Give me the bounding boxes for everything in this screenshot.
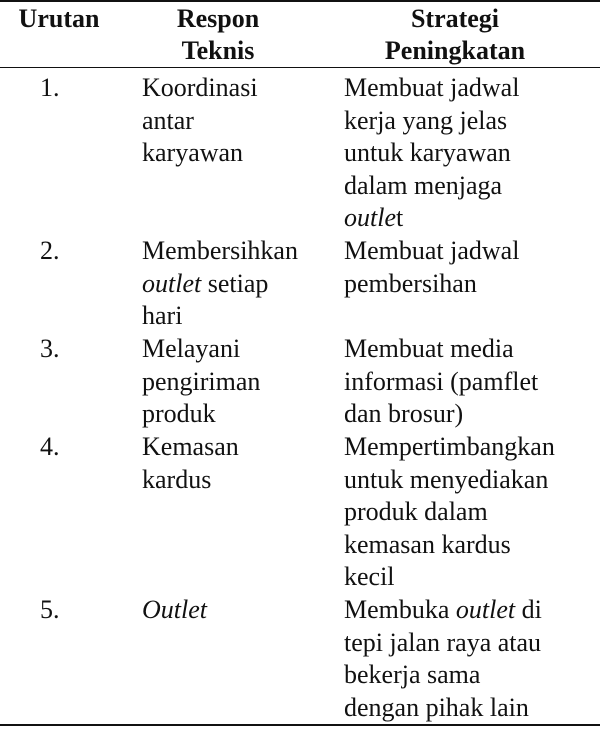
row-2-respon-italic: outlet	[142, 268, 202, 298]
row-5-strategi-prefix: Membuka	[344, 595, 456, 624]
header-strategi-peningkatan: Strategi Peningkatan	[384, 4, 526, 65]
row-2-respon-prefix: Membersihkan	[142, 236, 298, 265]
table-top-rule	[0, 0, 600, 2]
row-2-respon	[142, 235, 342, 333]
row-1-respon: Koordinasi antar karyawan	[142, 73, 258, 167]
row-1-number: 1.	[40, 73, 60, 102]
row-5-strategi-suffix: di tepi jalan raya atau bekerja sama dengan pihak lain	[344, 595, 542, 722]
row-3-strategi: Membuat media informasi (pamflet dan brosur)	[344, 334, 539, 428]
header-rule	[0, 67, 600, 68]
row-1-strategi-suffix: t	[396, 203, 404, 232]
header-urutan: Urutan	[18, 4, 100, 33]
row-2-number: 2.	[40, 236, 60, 265]
row-5-respon	[142, 594, 342, 627]
row-5-strategi-italic: outlet	[455, 595, 516, 624]
row-4-strategi: Mempertimbangkan untuk menyediakan produk dalam kemasan kardus kecil	[344, 432, 555, 591]
row-2-respon-suffix: setiap hari	[142, 268, 269, 330]
table-bottom-rule	[0, 724, 600, 726]
row-2-strategi: Membuat jadwal pembersihan	[344, 236, 520, 298]
row-1-strategi-italic: outle	[344, 203, 396, 232]
row-5-strategi	[344, 594, 600, 724]
row-4-respon: Kemasan kardus	[142, 432, 239, 494]
header-respon-teknis: Respon Teknis	[176, 4, 260, 65]
row-1-strategi	[344, 72, 600, 235]
row-3-number: 3.	[40, 334, 60, 363]
row-5-number: 5.	[40, 595, 60, 624]
row-1-strategi-prefix: Membuat jadwal kerja yang jelas untuk karyawan dalam menjaga	[344, 73, 520, 200]
row-5-respon-italic: Outlet	[142, 595, 207, 624]
row-3-respon: Melayani pengiriman produk	[142, 334, 261, 428]
row-4-number: 4.	[40, 432, 60, 461]
